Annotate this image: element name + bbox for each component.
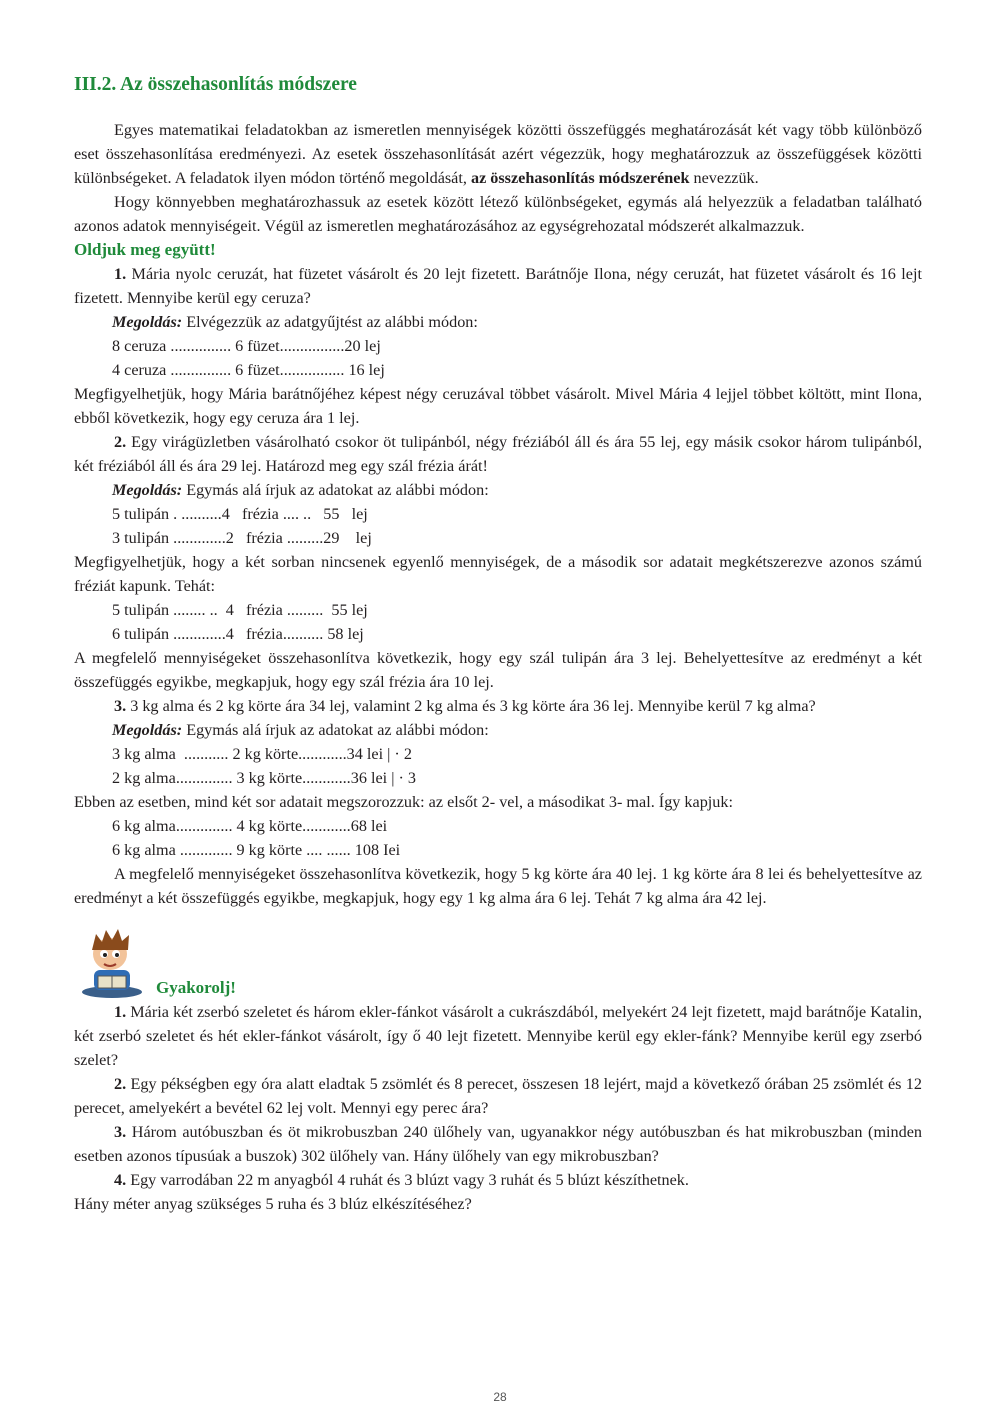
solution-line [112, 478, 922, 502]
data-row: 6 kg alma ............. 9 kg körte .... ...... 108 Iei [112, 841, 401, 859]
example-text: Mária nyolc ceruzát, hat füzetet vásárolt és 20 lejt fizetett. Barátnője Ilona, négy ceruzát, hat füzetet vásárolt és 16 lejt fizetett. Mennyibe kerül egy ceruza? [74, 265, 922, 307]
intro-paragraph-1 [74, 118, 922, 190]
practice-number: 2. [114, 1075, 127, 1093]
document-page [74, 72, 922, 1216]
solution-label: Megoldás: [112, 313, 183, 331]
data-row: 3 tulipán .............2 frézia .........29 lej [112, 529, 372, 547]
intro-text: Egyes matematikai feladatokban az ismeretlen mennyiségek közötti összefüggés meghatározását két vagy több különböző eset összehasonlítása eredményezi. Az esetek összehasonlítását azért végezzük, hogy meghatározzuk az összefüggések közötti különbségeket. A feladatok ilyen módon történő megoldását, [74, 121, 922, 187]
data-row: 3 kg alma ........... 2 kg körte............34 lei | · 2 [112, 745, 412, 763]
example-number: 2. [114, 433, 127, 451]
solution-label: Megoldás: [112, 721, 183, 739]
practice-heading: Gyakorolj! [156, 978, 236, 997]
example-3 [74, 694, 922, 718]
solution-line [112, 310, 922, 334]
practice-item-4 [74, 1168, 922, 1192]
example-number: 3. [114, 697, 127, 715]
intro-bold-term: az összehasonlítás módszerének [470, 169, 690, 187]
example-1-conclusion: Megfigyelhetjük, hogy Mária barátnőjéhez képest négy ceruzával többet vásárolt. Mivel Mária 4 lejjel többet költött, mint Ilona, ebből következik, hogy egy ceruza ára 1 lej. [74, 385, 922, 427]
practice-item-1 [74, 1000, 922, 1072]
example-3-middle: Ebben az esetben, mind két sor adatait megszorozzuk: az elsőt 2- vel, a másodikat 3- mal. Így kapjuk: [74, 793, 733, 811]
practice-text: Egy pékségben egy óra alatt eladtak 5 zsömlét és 8 perecet, összesen 18 lejért, majd a következő órában 25 zsömlét és 12 perecet, amelyekért a bevétel 62 lej volt. Mennyi egy perec ára? [74, 1075, 922, 1117]
data-row: 5 tulipán . ..........4 frézia .... .. 55 lej [112, 505, 368, 523]
data-row: 5 tulipán ........ .. 4 frézia ......... 55 lej [112, 601, 368, 619]
practice-item-4-question: Hány méter anyag szükséges 5 ruha és 3 blúz elkészítéséhez? [74, 1195, 472, 1213]
solution-label: Megoldás: [112, 481, 183, 499]
intro-paragraph-2: Hogy könnyebben meghatározhassuk az esetek között létező különbségeket, egymás alá helyezzük a feladatban található azonos adatok mennyiségeit. Végül az ismeretlen meghatározásához az egységrehozatal módszerét alkalmazzuk. [74, 193, 922, 235]
data-row: 4 ceruza ............... 6 füzet................ 16 lej [112, 361, 385, 379]
example-1 [74, 262, 922, 310]
example-2 [74, 430, 922, 478]
example-2-middle: Megfigyelhetjük, hogy a két sorban nincsenek egyenlő mennyiségek, de a második sor adatait megkétszerezve azonos számú fréziát kapunk. Tehát: [74, 553, 922, 595]
practice-text: Három autóbuszban és öt mikrobuszban 240 ülőhely van, ugyanakkor négy autóbuszban és hat mikrobuszban (minden esetben azonos típusúak a buszok) 302 ülőhely van. Hány ülőhely van egy mikrobuszban? [74, 1123, 922, 1165]
example-text: 3 kg alma és 2 kg körte ára 34 lej, valamint 2 kg alma és 3 kg körte ára 36 lej. Mennyibe kerül 7 kg alma? [126, 697, 816, 715]
section-title: III.2. Az összehasonlítás módszere [74, 74, 357, 95]
data-row: 2 kg alma.............. 3 kg körte............36 lei | · 3 [112, 769, 417, 787]
example-2-conclusion: A megfelelő mennyiségeket összehasonlítva következik, hogy egy szál tulipán ára 3 lej. Behelyettesítve az eredményt a két összefüggés egyikbe, megkapjuk, hogy egy szál frézia ára 10 lej. [74, 649, 922, 691]
page-number: 28 [493, 1390, 507, 1404]
data-row: 8 ceruza ............... 6 füzet................20 lej [112, 337, 381, 355]
practice-text: Egy varrodában 22 m anyagból 4 ruhát és 3 blúzt vagy 3 ruhát és 5 blúzt készíthetnek. [126, 1171, 689, 1189]
example-number: 1. [114, 265, 127, 283]
together-heading: Oldjuk meg együtt! [74, 240, 216, 259]
practice-number: 4. [114, 1171, 127, 1189]
practice-item-3 [74, 1120, 922, 1168]
data-row: 6 kg alma.............. 4 kg körte............68 lei [112, 817, 388, 835]
data-row: 6 tulipán .............4 frézia.......... 58 lej [112, 625, 364, 643]
practice-number: 3. [114, 1123, 127, 1141]
solution-text: Egymás alá írjuk az adatokat az alábbi módon: [182, 481, 489, 499]
example-3-conclusion: A megfelelő mennyiségeket összehasonlítva következik, hogy 5 kg körte ára 40 lej. 1 kg körte ára 8 lei és behelyettesítve az eredményt a két összefüggés egyikbe, megkapjuk, hogy egy 1 kg alma ára 6 lej. Tehát 7 kg alma ára 42 lej. [74, 865, 922, 907]
intro-text-end: nevezzük. [689, 169, 759, 187]
practice-header [74, 924, 922, 1000]
solution-line [112, 718, 922, 742]
practice-text: Mária két zserbó szeletet és három ekler-fánkot vásárolt a cukrászdából, melyekért 24 lejt fizetett, majd barátnője Katalin, két zserbó szeletet és hét ekler-fánkot vásárolt, így ő 40 lejt fizetett. Mennyibe kerül egy ekler-fánk? Mennyibe kerül egy zserbó szelet? [74, 1003, 922, 1069]
practice-number: 1. [114, 1003, 127, 1021]
boy-reading-icon [74, 924, 148, 1000]
solution-text: Egymás alá írjuk az adatokat az alábbi módon: [182, 721, 489, 739]
solution-text: Elvégezzük az adatgyűjtést az alábbi módon: [182, 313, 478, 331]
example-text: Egy virágüzletben vásárolható csokor öt tulipánból, négy fréziából áll és ára 55 lej, egy másik csokor három tulipánból, két fréziából áll és ára 29 lej. Határozd meg egy szál frézia árát! [74, 433, 922, 475]
practice-item-2 [74, 1072, 922, 1120]
